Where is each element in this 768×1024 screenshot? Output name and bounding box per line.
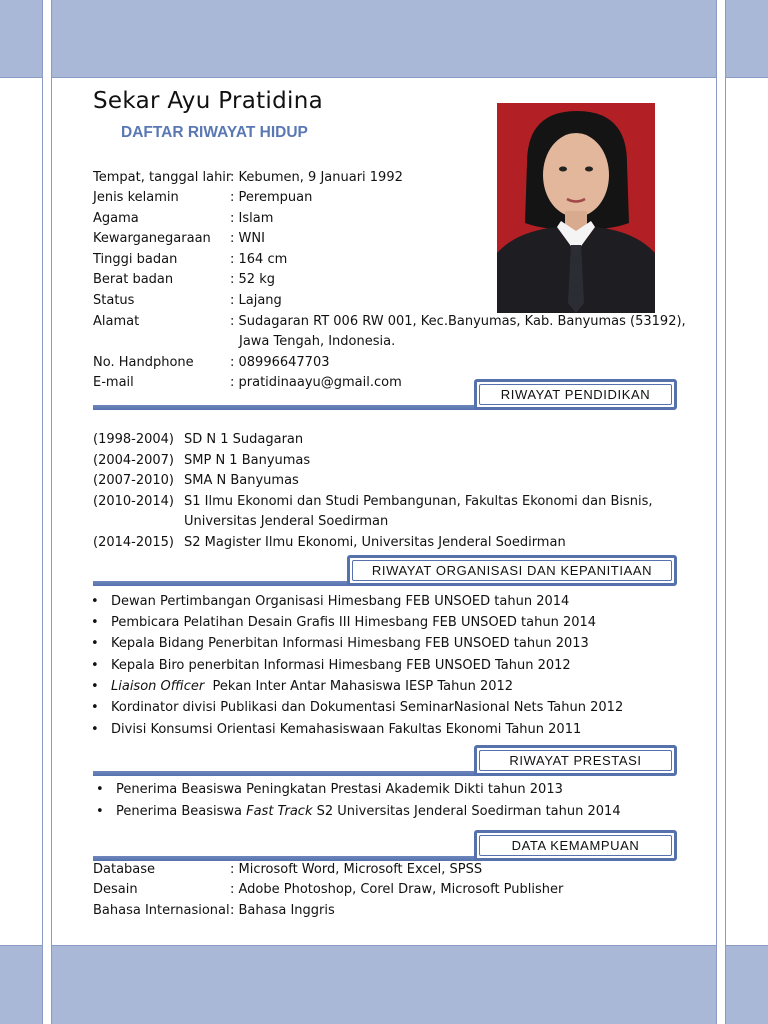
list-item-text: Penerima Beasiswa Peningkatan Prestasi Akademik Dikti tahun 2013 xyxy=(116,782,563,797)
text-part: S2 Universitas Jenderal Soedirman tahun 2014 xyxy=(312,804,621,819)
bullet-icon: • xyxy=(96,804,104,819)
separator: : xyxy=(230,190,239,205)
skill-label: Desain xyxy=(93,882,138,897)
value-text: 52 kg xyxy=(238,272,275,287)
separator: : xyxy=(230,272,239,287)
italic-text: Fast Track xyxy=(246,804,313,819)
field-value xyxy=(230,229,265,250)
field-value xyxy=(230,250,287,271)
education-name: SD N 1 Sudagaran xyxy=(184,432,304,447)
frame-line xyxy=(51,0,52,1024)
field-value: Jawa Tengah, Indonesia. xyxy=(239,334,396,349)
separator: : xyxy=(230,375,239,390)
education-name: S2 Magister Ilmu Ekonomi, Universitas Jenderal Soedirman xyxy=(184,535,566,550)
value-text: Perempuan xyxy=(238,190,313,205)
education-years: (2014-2015) xyxy=(93,535,175,550)
separator: : xyxy=(230,211,239,226)
education-name: SMA N Banyumas xyxy=(184,473,299,488)
list-item-rest: Pekan Inter Antar Mahasiswa IESP Tahun 2012 xyxy=(204,679,514,694)
document-title: DAFTAR RIWAYAT HIDUP xyxy=(121,124,308,141)
bottom-center-band xyxy=(51,945,717,1024)
list-item-text: Divisi Konsumsi Orientasi Kemahasiswaan Fakultas Ekonomi Tahun 2011 xyxy=(111,722,582,737)
bottom-right-band xyxy=(725,945,768,1024)
skill-label: Bahasa Internasional xyxy=(93,903,230,918)
bullet-icon: • xyxy=(91,615,99,630)
field-label: Kewarganegaraan xyxy=(93,231,211,246)
value-text: 08996647703 xyxy=(238,355,330,370)
bullet-icon: • xyxy=(91,679,99,694)
value-text: Bahasa Inggris xyxy=(238,903,335,918)
value-text: Sudagaran RT 006 RW 001, Kec.Banyumas, Kab. Banyumas (53192), xyxy=(238,314,686,329)
skill-value xyxy=(230,880,563,901)
list-item-text: Pembicara Pelatihan Desain Grafis III Himesbang FEB UNSOED tahun 2014 xyxy=(111,615,597,630)
separator: : xyxy=(230,862,239,877)
bullet-icon: • xyxy=(96,782,104,797)
education-years: (2004-2007) xyxy=(93,453,175,468)
person-name: Sekar Ayu Pratidina xyxy=(93,88,323,114)
field-value xyxy=(230,168,403,189)
list-item-text xyxy=(111,677,513,698)
separator: : xyxy=(230,355,239,370)
list-item-text: Kepala Biro penerbitan Informasi Himesbang FEB UNSOED Tahun 2012 xyxy=(111,658,571,673)
portrait-image xyxy=(497,103,655,313)
frame-line xyxy=(725,0,726,1024)
field-value xyxy=(230,353,330,374)
value-text: Kebumen, 9 Januari 1992 xyxy=(238,170,403,185)
section-title: DATA KEMAMPUAN xyxy=(511,838,640,853)
top-right-band xyxy=(725,0,768,78)
value-text: Adobe Photoshop, Corel Draw, Microsoft Publisher xyxy=(238,882,564,897)
field-label: Agama xyxy=(93,211,139,226)
bullet-icon: • xyxy=(91,700,99,715)
education-years: (2010-2014) xyxy=(93,494,175,509)
bullet-icon: • xyxy=(91,722,99,737)
top-center-band xyxy=(51,0,717,78)
profile-photo xyxy=(497,103,655,313)
section-header-education xyxy=(474,379,677,410)
frame-line xyxy=(716,0,717,1024)
section-title: RIWAYAT PENDIDIKAN xyxy=(500,387,651,402)
separator: : xyxy=(230,170,239,185)
value-text: Islam xyxy=(238,211,274,226)
field-value xyxy=(230,209,273,230)
frame-line xyxy=(42,0,43,1024)
bullet-icon: • xyxy=(91,658,99,673)
education-years: (1998-2004) xyxy=(93,432,175,447)
education-name: Universitas Jenderal Soedirman xyxy=(184,514,389,529)
list-item-text xyxy=(116,802,621,823)
field-label: Jenis kelamin xyxy=(93,190,179,205)
value-text: Microsoft Word, Microsoft Excel, SPSS xyxy=(238,862,483,877)
field-value xyxy=(230,188,312,209)
italic-text: Liaison Officer xyxy=(111,679,205,694)
value-text: pratidinaayu@gmail.com xyxy=(238,375,402,390)
field-value xyxy=(230,291,282,312)
field-label: Alamat xyxy=(93,314,140,329)
section-title: RIWAYAT ORGANISASI DAN KEPANITIAAN xyxy=(371,563,653,578)
field-value xyxy=(230,373,402,394)
top-left-band xyxy=(0,0,43,78)
separator: : xyxy=(230,231,239,246)
skill-label: Database xyxy=(93,862,156,877)
separator: : xyxy=(230,882,239,897)
list-item-text: Kordinator divisi Publikasi dan Dokumentasi SeminarNasional Nets Tahun 2012 xyxy=(111,700,624,715)
separator: : xyxy=(230,314,239,329)
bottom-left-band xyxy=(0,945,43,1024)
section-header-achievements xyxy=(474,745,677,776)
skill-value xyxy=(230,901,335,922)
field-value xyxy=(230,312,686,333)
list-item-text: Dewan Pertimbangan Organisasi Himesbang FEB UNSOED tahun 2014 xyxy=(111,594,570,609)
education-name: SMP N 1 Banyumas xyxy=(184,453,311,468)
value-text: 164 cm xyxy=(238,252,288,267)
field-label: Tinggi badan xyxy=(93,252,178,267)
section-header-organization xyxy=(347,555,677,586)
field-value xyxy=(230,270,275,291)
section-header-skills xyxy=(474,830,677,861)
education-years: (2007-2010) xyxy=(93,473,175,488)
skill-value xyxy=(230,860,482,881)
value-text: Lajang xyxy=(238,293,282,308)
bullet-icon: • xyxy=(91,594,99,609)
bullet-icon: • xyxy=(91,636,99,651)
field-label: No. Handphone xyxy=(93,355,194,370)
education-name: S1 Ilmu Ekonomi dan Studi Pembangunan, Fakultas Ekonomi dan Bisnis, xyxy=(184,494,653,509)
section-title: RIWAYAT PRESTASI xyxy=(509,753,642,768)
field-label: E-mail xyxy=(93,375,134,390)
field-label: Berat badan xyxy=(93,272,174,287)
separator: : xyxy=(230,293,239,308)
text-part: Penerima Beasiswa xyxy=(116,804,247,819)
field-label: Tempat, tanggal lahir xyxy=(93,170,232,185)
separator: : xyxy=(230,252,239,267)
value-text: WNI xyxy=(238,231,265,246)
field-label: Status xyxy=(93,293,135,308)
list-item-text: Kepala Bidang Penerbitan Informasi Himesbang FEB UNSOED tahun 2013 xyxy=(111,636,589,651)
separator: : xyxy=(230,903,239,918)
